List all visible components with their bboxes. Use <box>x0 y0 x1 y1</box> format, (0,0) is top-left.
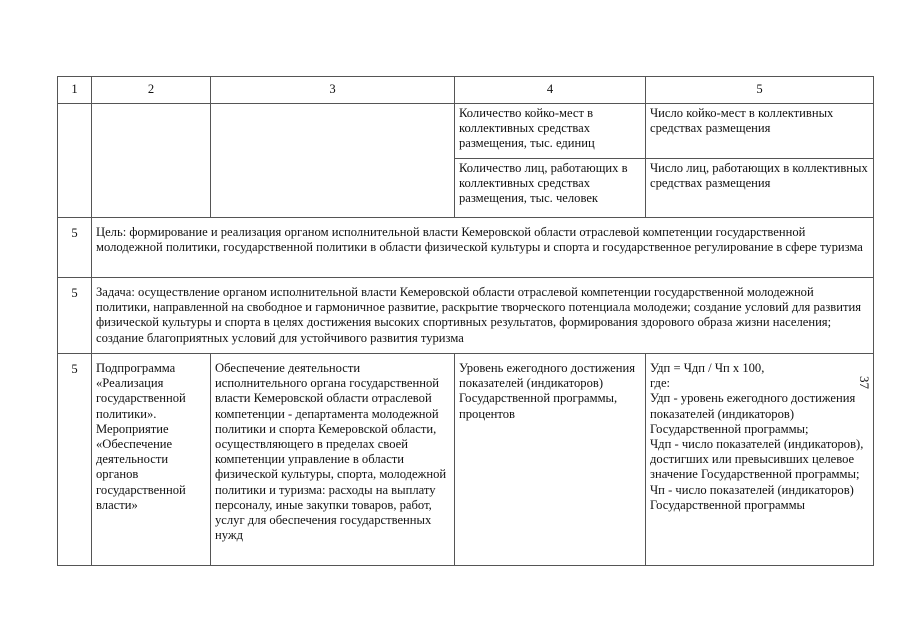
indicator-name-cell: Количество лиц, работающих в коллективных средствах размещения, тыс. человек <box>455 159 646 218</box>
measure-formula <box>646 354 874 566</box>
measure-description: Обеспечение деятельности исполнительного органа государственной власти Кемеровской области отраслевой компетенции - департамента молодежной политики и спорта Кемеровской области, осуществляющего в пределах своей компетенции управление в области физической культуры, спорта, молодежной политики и туризма: расходы на выплату персоналу, иные закупки товаров, работ, услуг для обеспечения государственных нужд <box>211 354 455 566</box>
measure-indicator: Уровень ежегодного достижения показателей (индикаторов) Государственной программы, процентов <box>455 354 646 566</box>
page-number: 37 <box>857 376 872 389</box>
table-row <box>58 104 874 159</box>
formula-line: Удп = Чдп / Чп х 100, <box>650 361 765 375</box>
header-cell-4: 4 <box>455 77 646 104</box>
header-cell-2: 2 <box>92 77 211 104</box>
formula-definition: Удп - уровень ежегодного достижения показателей (индикаторов) Государственной программы; <box>650 391 856 436</box>
goal-text: Цель: формирование и реализация органом исполнительной власти Кемеровской области отраслевой компетенции государственной молодежной политики, государственной политики в области физической культуры и спорта и государственное регулирование в сфере туризма <box>92 218 874 278</box>
header-cell-3: 3 <box>211 77 455 104</box>
row-number: 5 <box>58 218 92 278</box>
empty-cell <box>58 104 92 218</box>
goal-row <box>58 218 874 278</box>
task-text: Задача: осуществление органом исполнительной власти Кемеровской области отраслевой компетенции государственной молодежной политики, направленной на свободное и гармоничное развитие, раскрытие творческого потенциала молодежи; создание условий для развития физической культуры и спорта в целях достижения высоких спортивных результатов, формирования здорового образа жизни населения; создание благоприятных условий для устойчивого развития туризма <box>92 278 874 354</box>
row-number: 5 <box>58 354 92 566</box>
indicator-method-cell: Число койко-мест в коллективных средствах размещения <box>646 104 874 159</box>
empty-cell <box>211 104 455 218</box>
empty-cell <box>92 104 211 218</box>
header-cell-1: 1 <box>58 77 92 104</box>
indicator-name-cell: Количество койко-мест в коллективных средствах размещения, тыс. единиц <box>455 104 646 159</box>
measure-row <box>58 354 874 566</box>
indicator-table <box>57 76 874 566</box>
formula-where: где: <box>650 376 671 391</box>
formula-definition: Чп - число показателей (индикаторов) Государственной программы <box>650 482 854 512</box>
measure-subprogram: Подпрограмма «Реализация государственной политики». Мероприятие «Обеспечение деятельности органов государственной власти» <box>92 354 211 566</box>
header-cell-5: 5 <box>646 77 874 104</box>
indicator-method-cell: Число лиц, работающих в коллективных средствах размещения <box>646 159 874 218</box>
task-row <box>58 278 874 354</box>
header-row <box>58 77 874 104</box>
row-number: 5 <box>58 278 92 354</box>
formula-definition: Чдп - число показателей (индикаторов), достигших или превысивших целевое значение Государственной программы; <box>650 437 864 482</box>
